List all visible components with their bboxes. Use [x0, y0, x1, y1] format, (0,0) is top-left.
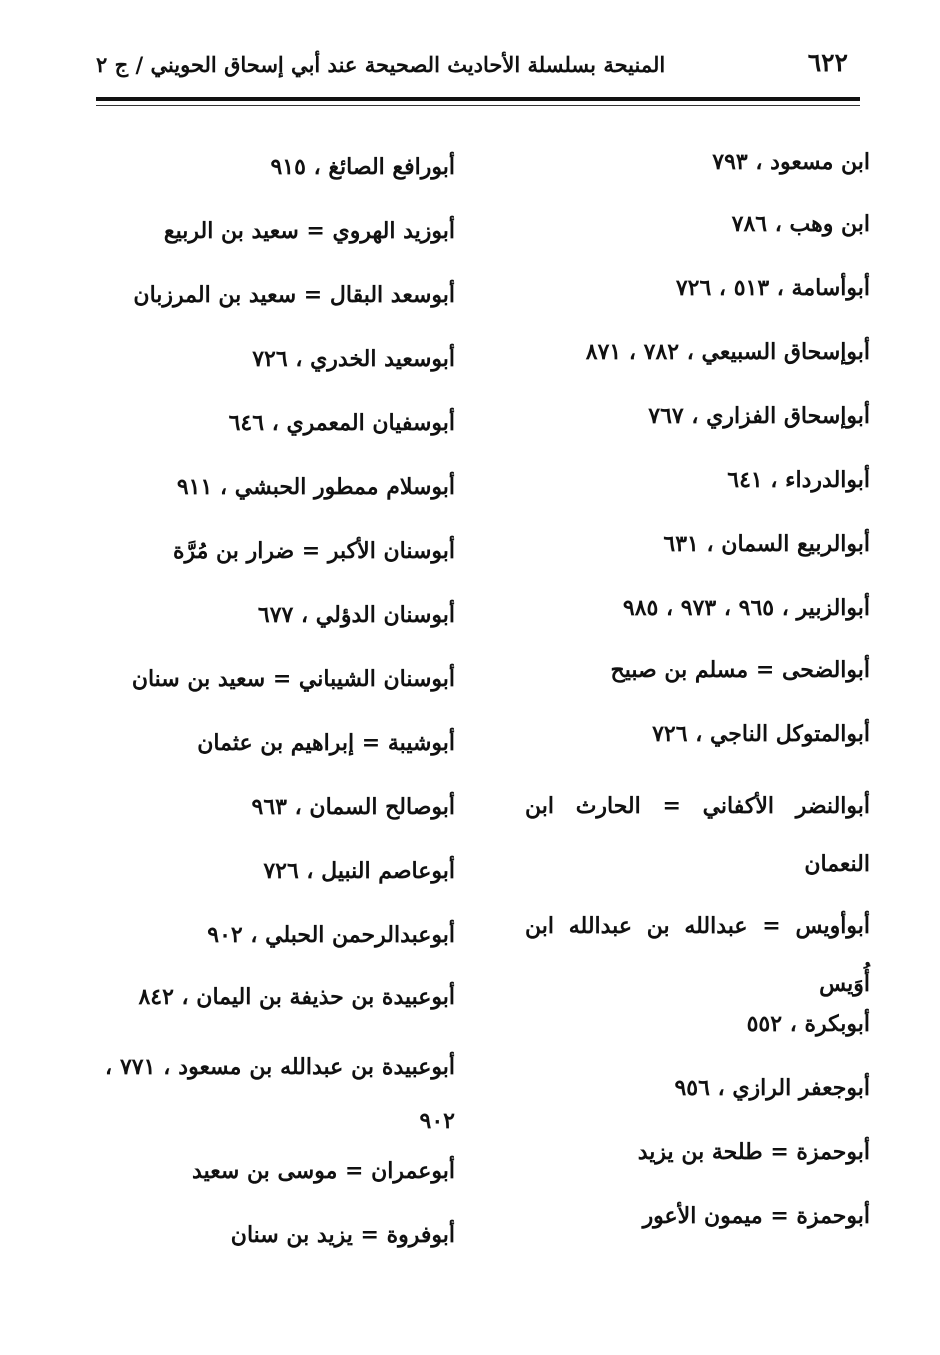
index-entry: أبوالمتوكل الناجي ، ٧٢٦: [652, 721, 870, 747]
index-entry: أبوسفيان المعمري ، ٦٤٦: [228, 410, 455, 436]
index-entry: أبوالنضر الأكفاني = الحارث ابن النعمان: [525, 793, 870, 877]
index-entry: أبوإسحاق السبيعي ، ٧٨٢ ، ٨٧١: [585, 339, 870, 365]
index-entry: أبوأويس = عبدالله بن عبدالله ابن أُوَيس: [525, 913, 870, 997]
index-entry: أبوعبدالرحمن الحبلي ، ٩٠٢: [207, 922, 455, 948]
index-entry: أبوعمران = موسى بن سعيد: [192, 1158, 455, 1184]
page-number: ٦٢٢: [807, 48, 848, 77]
running-title: المنيحة بسلسلة الأحاديث الصحيحة عند أبي إسحاق الحويني / ج ٢: [96, 52, 666, 77]
header-rule-thin: [96, 105, 860, 106]
index-entry: أبوسعد البقال = سعيد بن المرزبان: [133, 282, 455, 308]
index-entry: أبوفروة = يزيد بن سنان: [230, 1222, 455, 1248]
index-entry: أبوعبيدة بن عبدالله بن مسعود ، ٧٧١ ، ٩٠٢: [105, 1054, 455, 1134]
index-entry: أبوسنان الأكبر = ضرار بن مُرَّة: [172, 538, 455, 564]
index-entry: أبوالدرداء ، ٦٤١: [727, 467, 870, 493]
index-entry: أبوالزبير ، ٩٦٥ ، ٩٧٣ ، ٩٨٥: [622, 595, 870, 621]
index-entry: أبوسلام ممطور الحبشي ، ٩١١: [176, 474, 455, 500]
index-entry: أبوعاصم النبيل ، ٧٢٦: [263, 858, 455, 884]
index-entry: أبوشيبة = إبراهيم بن عثمان: [197, 730, 455, 756]
index-entry: أبوبكرة ، ٥٥٢: [746, 1011, 870, 1037]
header-rule-thick: [96, 97, 860, 101]
index-entry: أبوإسحاق الفزاري ، ٧٦٧: [648, 403, 870, 429]
index-entry: ابن وهب ، ٧٨٦: [731, 211, 870, 237]
index-entry: أبوزيد الهروي = سعيد بن الربيع: [163, 218, 455, 244]
index-entry: أبوسنان الدؤلي ، ٦٧٧: [257, 602, 455, 628]
page-header: [96, 48, 860, 88]
index-entry: أبورافع الصائغ ، ٩١٥: [270, 154, 455, 180]
index-entry: أبوحمزة = ميمون الأعور: [642, 1203, 870, 1229]
index-entry: أبوأسامة ، ٥١٣ ، ٧٢٦: [675, 275, 870, 301]
index-entry: أبوجعفر الرازي ، ٩٥٦: [674, 1075, 870, 1101]
index-entry: أبوصالح السمان ، ٩٦٣: [251, 794, 455, 820]
index-entry: أبوالربيع السمان ، ٦٣١: [663, 531, 870, 557]
index-entry: ابن مسعود ، ٧٩٣: [712, 149, 870, 175]
index-entry: أبوحمزة = طلحة بن يزيد: [637, 1139, 870, 1165]
index-entry: أبوسعيد الخدري ، ٧٢٦: [252, 346, 455, 372]
index-entry: أبوعبيدة بن حذيفة بن اليمان ، ٨٤٢: [138, 984, 455, 1010]
index-entry: أبوالضحى = مسلم بن صبيح: [610, 657, 870, 683]
index-entry: أبوسنان الشيباني = سعيد بن سنان: [131, 666, 455, 692]
